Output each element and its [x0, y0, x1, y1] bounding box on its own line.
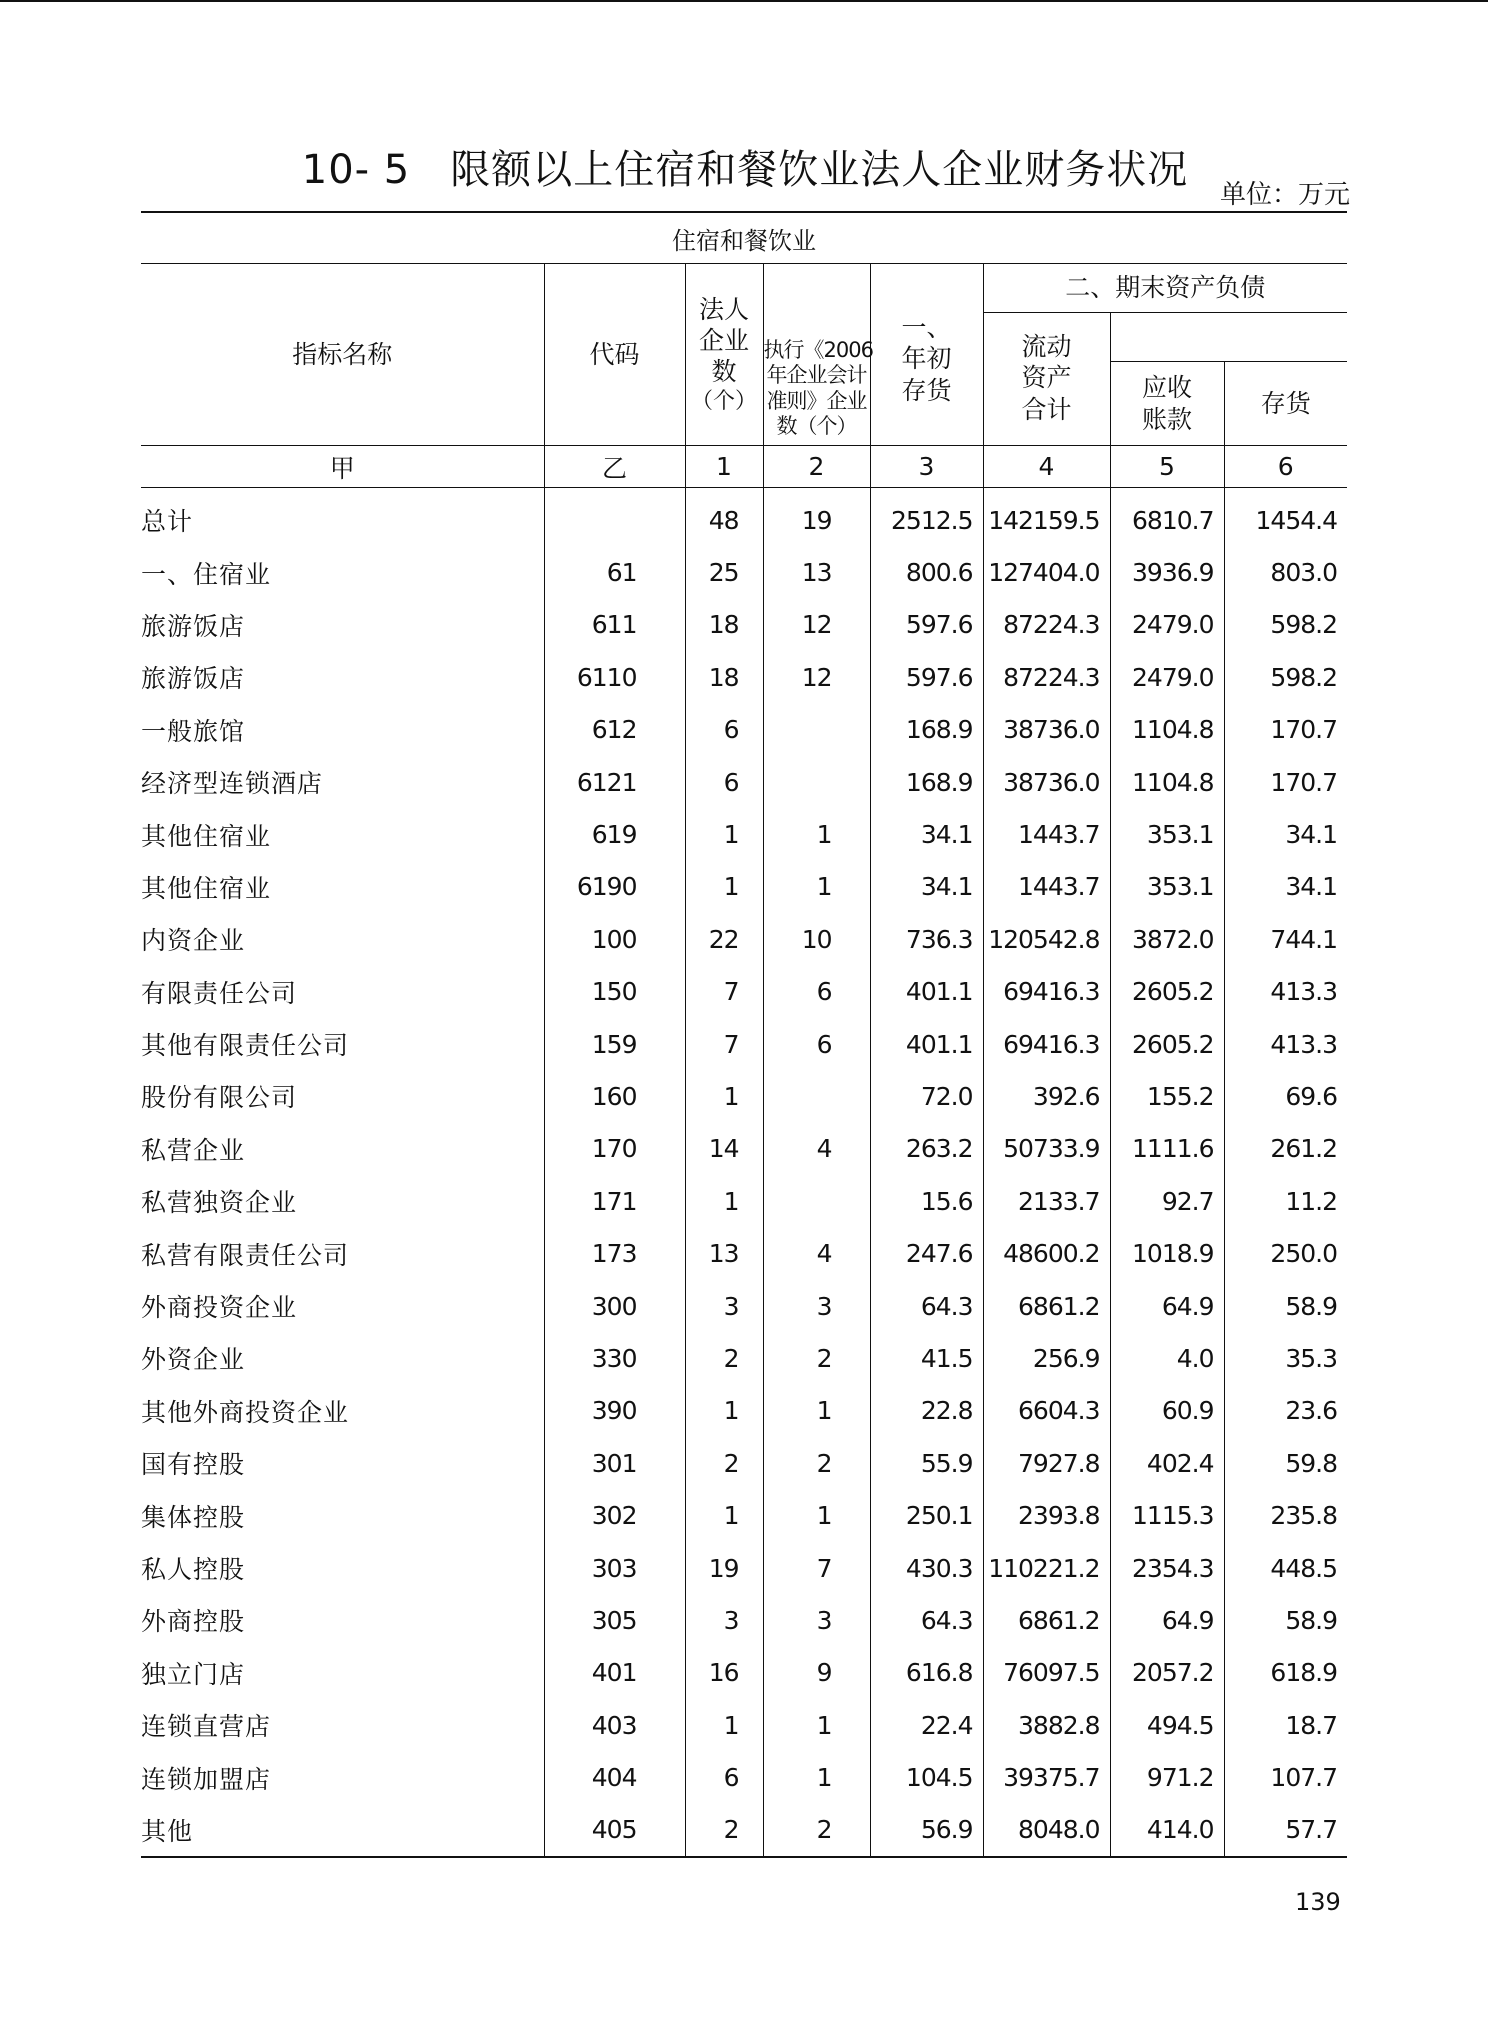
- row-indicator-name: 私营独资企业: [141, 1188, 298, 1218]
- cell-c5: 2354.3: [1110, 1542, 1224, 1594]
- table-row: [141, 913, 1347, 965]
- cell-c3: 597.6: [870, 651, 983, 703]
- cell-c4: 48600.2: [983, 1227, 1110, 1279]
- cell-c3: 597.6: [870, 599, 983, 651]
- cell-code: 6110: [544, 651, 685, 703]
- column-code: 2: [763, 446, 870, 488]
- row-indicator-name: 其他: [141, 1804, 544, 1857]
- cell-c6: 11.2: [1224, 1175, 1347, 1227]
- cell-c2: [763, 1175, 870, 1227]
- table-row: [141, 1647, 1347, 1699]
- cell-c3: 64.3: [870, 1280, 983, 1332]
- table-row: [141, 1123, 1347, 1175]
- table-row: [141, 966, 1347, 1018]
- header-line: 存货: [901, 375, 952, 405]
- row-indicator-name: 外商控股: [141, 1607, 246, 1637]
- cell-c6: 59.8: [1224, 1437, 1347, 1489]
- cell-c1: 13: [685, 1227, 763, 1279]
- cell-c6: 170.7: [1224, 704, 1347, 756]
- row-indicator-name: 其他外商投资企业: [141, 1397, 350, 1427]
- row-indicator-name: 外资企业: [141, 1345, 246, 1375]
- header-line: 数（个）: [776, 413, 857, 438]
- cell-c4: 87224.3: [983, 651, 1110, 703]
- cell-code: 611: [544, 599, 685, 651]
- row-indicator-name: 外商投资企业: [141, 1293, 298, 1323]
- table-row: [141, 1751, 1347, 1803]
- cell-c2: 12: [763, 651, 870, 703]
- cell-c4: 50733.9: [983, 1123, 1110, 1175]
- cell-c3: 168.9: [870, 756, 983, 808]
- header-line: 年企业会计: [766, 363, 867, 388]
- cell-c6: 598.2: [1224, 651, 1347, 703]
- cell-c1: 6: [685, 704, 763, 756]
- cell-c3: 64.3: [870, 1594, 983, 1646]
- cell-c1: 1: [685, 1070, 763, 1122]
- cell-c6: 261.2: [1224, 1123, 1347, 1175]
- cell-c5: 2605.2: [1110, 1018, 1224, 1070]
- cell-c1: 6: [685, 756, 763, 808]
- cell-c4: 8048.0: [983, 1804, 1110, 1857]
- cell-c4: 392.6: [983, 1070, 1110, 1122]
- header-line: 准则》企业: [766, 388, 867, 413]
- header-line: 数: [711, 357, 737, 387]
- cell-c4: 6861.2: [983, 1594, 1110, 1646]
- sector-header-row: [141, 212, 1347, 264]
- header-opening-inventory: [870, 264, 983, 446]
- cell-c6: 34.1: [1224, 808, 1347, 860]
- cell-c4: 1443.7: [983, 808, 1110, 860]
- cell-c6: 170.7: [1224, 756, 1347, 808]
- cell-c1: 1: [685, 808, 763, 860]
- cell-c6: 618.9: [1224, 1647, 1347, 1699]
- cell-c3: 247.6: [870, 1227, 983, 1279]
- cell-code: 403: [544, 1699, 685, 1751]
- table-row: [141, 1542, 1347, 1594]
- column-code: 5: [1110, 446, 1224, 488]
- cell-c3: 22.8: [870, 1385, 983, 1437]
- table-row: [141, 599, 1347, 651]
- table-row: [141, 808, 1347, 860]
- cell-c4: 76097.5: [983, 1647, 1110, 1699]
- header-group-assets-liabilities: 二、期末资产负债: [983, 264, 1347, 313]
- cell-c4: 1443.7: [983, 861, 1110, 913]
- cell-c1: 2: [685, 1437, 763, 1489]
- cell-c1: 22: [685, 913, 763, 965]
- row-indicator-name: 旅游饭店: [141, 664, 246, 694]
- row-indicator-name: 有限责任公司: [141, 978, 298, 1008]
- table-row: [141, 1804, 1347, 1857]
- row-indicator-name: 连锁直营店: [141, 1712, 272, 1742]
- cell-c2: 10: [763, 913, 870, 965]
- table-row: [141, 1594, 1347, 1646]
- cell-c1: 25: [685, 546, 763, 598]
- cell-c3: 263.2: [870, 1123, 983, 1175]
- column-code: 4: [983, 446, 1110, 488]
- title-block: [140, 130, 1350, 210]
- cell-c3: 34.1: [870, 861, 983, 913]
- cell-c4: 142159.5: [983, 488, 1110, 547]
- cell-c2: 12: [763, 599, 870, 651]
- cell-c6: 803.0: [1224, 546, 1347, 598]
- cell-c2: [763, 756, 870, 808]
- cell-c1: 19: [685, 1542, 763, 1594]
- cell-c6: 34.1: [1224, 861, 1347, 913]
- cell-c5: 64.9: [1110, 1594, 1224, 1646]
- cell-c2: 7: [763, 1542, 870, 1594]
- header-enterprise-count: [685, 264, 763, 446]
- row-indicator-name: 其他住宿业: [141, 821, 272, 851]
- cell-c2: 1: [763, 1489, 870, 1541]
- cell-c6: 57.7: [1224, 1804, 1347, 1857]
- cell-c4: 7927.8: [983, 1437, 1110, 1489]
- header-line: （个）: [690, 388, 757, 414]
- cell-c4: 256.9: [983, 1332, 1110, 1384]
- row-indicator-name: 连锁加盟店: [141, 1764, 272, 1794]
- cell-code: 301: [544, 1437, 685, 1489]
- cell-c2: 1: [763, 1751, 870, 1803]
- cell-c5: 64.9: [1110, 1280, 1224, 1332]
- cell-c5: 353.1: [1110, 808, 1224, 860]
- cell-code: 150: [544, 966, 685, 1018]
- cell-c3: 41.5: [870, 1332, 983, 1384]
- cell-c1: 2: [685, 1804, 763, 1857]
- cell-c4: 127404.0: [983, 546, 1110, 598]
- row-indicator-name: 私人控股: [141, 1555, 246, 1584]
- cell-c5: 155.2: [1110, 1070, 1224, 1122]
- row-indicator-name: 国有控股: [141, 1450, 246, 1480]
- table-title: 限额以上住宿和餐饮业法人企业财务状况: [450, 147, 1189, 193]
- cell-c5: 1115.3: [1110, 1489, 1224, 1541]
- cell-c5: 353.1: [1110, 861, 1224, 913]
- cell-c2: 6: [763, 966, 870, 1018]
- cell-c6: 58.9: [1224, 1594, 1347, 1646]
- sector-header: 住宿和餐饮业: [141, 212, 1347, 264]
- header-line: 法人: [698, 294, 749, 324]
- row-indicator-name: 一、住宿业: [141, 559, 272, 589]
- row-indicator-name: 私营有限责任公司: [141, 1240, 350, 1270]
- cell-c2: [763, 1070, 870, 1122]
- cell-c2: 4: [763, 1123, 870, 1175]
- cell-c4: 69416.3: [983, 1018, 1110, 1070]
- column-code-row: [141, 446, 1347, 488]
- column-code: 甲: [141, 446, 544, 488]
- table-row: [141, 546, 1347, 598]
- cell-c2: 19: [763, 488, 870, 547]
- column-code: 乙: [544, 446, 685, 488]
- cell-code: 330: [544, 1332, 685, 1384]
- column-code: 6: [1224, 446, 1347, 488]
- cell-c4: 39375.7: [983, 1751, 1110, 1803]
- cell-code: 404: [544, 1751, 685, 1803]
- table-row: [141, 1489, 1347, 1541]
- cell-c2: 2: [763, 1332, 870, 1384]
- cell-c3: 55.9: [870, 1437, 983, 1489]
- cell-c1: 1: [685, 1699, 763, 1751]
- cell-c4: 2393.8: [983, 1489, 1110, 1541]
- cell-c6: 598.2: [1224, 599, 1347, 651]
- cell-c5: 2479.0: [1110, 651, 1224, 703]
- cell-c5: 1018.9: [1110, 1227, 1224, 1279]
- cell-c2: 1: [763, 1699, 870, 1751]
- cell-c6: 413.3: [1224, 966, 1347, 1018]
- cell-c5: 3936.9: [1110, 546, 1224, 598]
- cell-c5: 2479.0: [1110, 599, 1224, 651]
- cell-c5: 402.4: [1110, 1437, 1224, 1489]
- cell-c3: 401.1: [870, 966, 983, 1018]
- cell-c4: 69416.3: [983, 966, 1110, 1018]
- cell-c1: 1: [685, 1385, 763, 1437]
- cell-c4: 6861.2: [983, 1280, 1110, 1332]
- cell-code: 171: [544, 1175, 685, 1227]
- cell-c6: 235.8: [1224, 1489, 1347, 1541]
- cell-c6: 413.3: [1224, 1018, 1347, 1070]
- cell-c3: 2512.5: [870, 488, 983, 547]
- cell-c1: 7: [685, 1018, 763, 1070]
- table-row: [141, 1699, 1347, 1751]
- table-row: [141, 756, 1347, 808]
- cell-c3: 800.6: [870, 546, 983, 598]
- cell-c1: 1: [685, 861, 763, 913]
- row-indicator-name: 集体控股: [141, 1502, 246, 1532]
- cell-c4: 110221.2: [983, 1542, 1110, 1594]
- cell-c5: 4.0: [1110, 1332, 1224, 1384]
- table-row: [141, 704, 1347, 756]
- row-indicator-name: 独立门店: [141, 1659, 246, 1689]
- cell-c1: 18: [685, 651, 763, 703]
- cell-c1: 14: [685, 1123, 763, 1175]
- table-row: [141, 1385, 1347, 1437]
- page-top-border: [0, 0, 1488, 2]
- cell-code: 159: [544, 1018, 685, 1070]
- cell-c2: [763, 704, 870, 756]
- cell-c3: 430.3: [870, 1542, 983, 1594]
- finance-table: [141, 211, 1347, 1858]
- cell-c6: 23.6: [1224, 1385, 1347, 1437]
- cell-c5: 6810.7: [1110, 488, 1224, 547]
- cell-c1: 7: [685, 966, 763, 1018]
- table-row: [141, 1332, 1347, 1384]
- cell-c6: 18.7: [1224, 1699, 1347, 1751]
- cell-c1: 2: [685, 1332, 763, 1384]
- cell-c6: 744.1: [1224, 913, 1347, 965]
- row-indicator-name: 总计: [141, 507, 194, 537]
- cell-code: 6121: [544, 756, 685, 808]
- cell-code: 612: [544, 704, 685, 756]
- table-row: [141, 861, 1347, 913]
- cell-c2: 2: [763, 1437, 870, 1489]
- cell-c4: 3882.8: [983, 1699, 1110, 1751]
- cell-c5: 1111.6: [1110, 1123, 1224, 1175]
- header-line: 流动: [1021, 332, 1072, 361]
- cell-c4: 87224.3: [983, 599, 1110, 651]
- row-indicator-name: 内资企业: [141, 926, 246, 956]
- cell-c1: 3: [685, 1594, 763, 1646]
- cell-c4: 38736.0: [983, 756, 1110, 808]
- cell-c5: 1104.8: [1110, 756, 1224, 808]
- row-indicator-name: 旅游饭店: [141, 611, 246, 641]
- cell-c6: 250.0: [1224, 1227, 1347, 1279]
- header-current-assets: [983, 313, 1110, 446]
- cell-c3: 22.4: [870, 1699, 983, 1751]
- cell-c2: 2: [763, 1804, 870, 1857]
- cell-code: 160: [544, 1070, 685, 1122]
- cell-c2: 3: [763, 1280, 870, 1332]
- cell-c2: 3: [763, 1594, 870, 1646]
- cell-c2: 6: [763, 1018, 870, 1070]
- cell-code: [544, 488, 685, 547]
- cell-code: 6190: [544, 861, 685, 913]
- cell-c3: 56.9: [870, 1804, 983, 1857]
- cell-c3: 15.6: [870, 1175, 983, 1227]
- table-row: [141, 1437, 1347, 1489]
- cell-c3: 34.1: [870, 808, 983, 860]
- row-indicator-name: 经济型连锁酒店: [141, 769, 324, 799]
- cell-code: 302: [544, 1489, 685, 1541]
- cell-c1: 6: [685, 1751, 763, 1803]
- table-row: [141, 1280, 1347, 1332]
- page-title: [140, 138, 1350, 195]
- cell-c4: 6604.3: [983, 1385, 1110, 1437]
- cell-code: 619: [544, 808, 685, 860]
- cell-c5: 2057.2: [1110, 1647, 1224, 1699]
- cell-code: 173: [544, 1227, 685, 1279]
- header-inventory: 存货: [1224, 362, 1347, 446]
- cell-c2: 13: [763, 546, 870, 598]
- column-code: 3: [870, 446, 983, 488]
- header-line: 账款: [1141, 404, 1192, 434]
- cell-c1: 48: [685, 488, 763, 547]
- cell-c2: 1: [763, 808, 870, 860]
- row-indicator-name: 其他有限责任公司: [141, 1031, 350, 1061]
- header-line: 年初: [901, 344, 952, 374]
- cell-c2: 4: [763, 1227, 870, 1279]
- cell-c6: 107.7: [1224, 1751, 1347, 1803]
- cell-code: 61: [544, 546, 685, 598]
- cell-code: 401: [544, 1647, 685, 1699]
- cell-c1: 3: [685, 1280, 763, 1332]
- cell-c5: 60.9: [1110, 1385, 1224, 1437]
- cell-c6: 58.9: [1224, 1280, 1347, 1332]
- cell-c2: 9: [763, 1647, 870, 1699]
- header-line: 合计: [1021, 394, 1072, 424]
- cell-c5: 92.7: [1110, 1175, 1224, 1227]
- cell-c5: 414.0: [1110, 1804, 1224, 1857]
- header-receivables: [1110, 362, 1224, 446]
- table-row: [141, 651, 1347, 703]
- cell-c5: 971.2: [1110, 1751, 1224, 1803]
- cell-c1: 16: [685, 1647, 763, 1699]
- table-row: [141, 1227, 1347, 1279]
- column-code: 1: [685, 446, 763, 488]
- cell-c3: 72.0: [870, 1070, 983, 1122]
- header-accounting-standard-count: [763, 264, 873, 446]
- header-line: 资产: [1021, 363, 1072, 393]
- cell-code: 300: [544, 1280, 685, 1332]
- header-line: 执行《2006: [763, 338, 873, 363]
- cell-code: 405: [544, 1804, 685, 1857]
- cell-c5: 3872.0: [1110, 913, 1224, 965]
- cell-code: 100: [544, 913, 685, 965]
- cell-c1: 18: [685, 599, 763, 651]
- cell-c5: 2605.2: [1110, 966, 1224, 1018]
- header-line: 应收: [1141, 373, 1192, 403]
- cell-c4: 2133.7: [983, 1175, 1110, 1227]
- cell-c5: 1104.8: [1110, 704, 1224, 756]
- table-body: [141, 488, 1347, 1858]
- table-row: [141, 1018, 1347, 1070]
- cell-c3: 616.8: [870, 1647, 983, 1699]
- row-indicator-name: 其他住宿业: [141, 873, 272, 903]
- cell-c2: 1: [763, 861, 870, 913]
- cell-code: 390: [544, 1385, 685, 1437]
- header-line: 一、: [901, 313, 952, 342]
- cell-c3: 168.9: [870, 704, 983, 756]
- cell-c1: 1: [685, 1489, 763, 1541]
- cell-code: 170: [544, 1123, 685, 1175]
- cell-c4: 38736.0: [983, 704, 1110, 756]
- cell-c4: 120542.8: [983, 913, 1110, 965]
- cell-c1: 1: [685, 1175, 763, 1227]
- row-indicator-name: 私营企业: [141, 1135, 246, 1165]
- cell-c3: 736.3: [870, 913, 983, 965]
- cell-c6: 69.6: [1224, 1070, 1347, 1122]
- cell-c6: 35.3: [1224, 1332, 1347, 1384]
- header-indicator-name: 指标名称: [141, 264, 544, 446]
- cell-c6: 1454.4: [1224, 488, 1347, 547]
- row-indicator-name: 一般旅馆: [141, 716, 246, 746]
- header-code: 代码: [544, 264, 685, 446]
- cell-c6: 448.5: [1224, 1542, 1347, 1594]
- cell-c5: 494.5: [1110, 1699, 1224, 1751]
- row-indicator-name: 股份有限公司: [141, 1083, 298, 1113]
- header-sub-spacer: [1110, 313, 1347, 362]
- header-line: 企业: [698, 326, 749, 356]
- cell-c3: 401.1: [870, 1018, 983, 1070]
- table-number: 10- 5: [301, 147, 411, 193]
- table-row: [141, 1175, 1347, 1227]
- unit-label: 单位：万元: [1219, 180, 1350, 210]
- header-row-1: [141, 264, 1347, 313]
- table-row: [141, 1070, 1347, 1122]
- cell-c3: 250.1: [870, 1489, 983, 1541]
- page-number: 139: [1295, 1888, 1341, 1916]
- cell-c2: 1: [763, 1385, 870, 1437]
- table-row: [141, 488, 1347, 547]
- cell-c3: 104.5: [870, 1751, 983, 1803]
- cell-code: 303: [544, 1542, 685, 1594]
- cell-code: 305: [544, 1594, 685, 1646]
